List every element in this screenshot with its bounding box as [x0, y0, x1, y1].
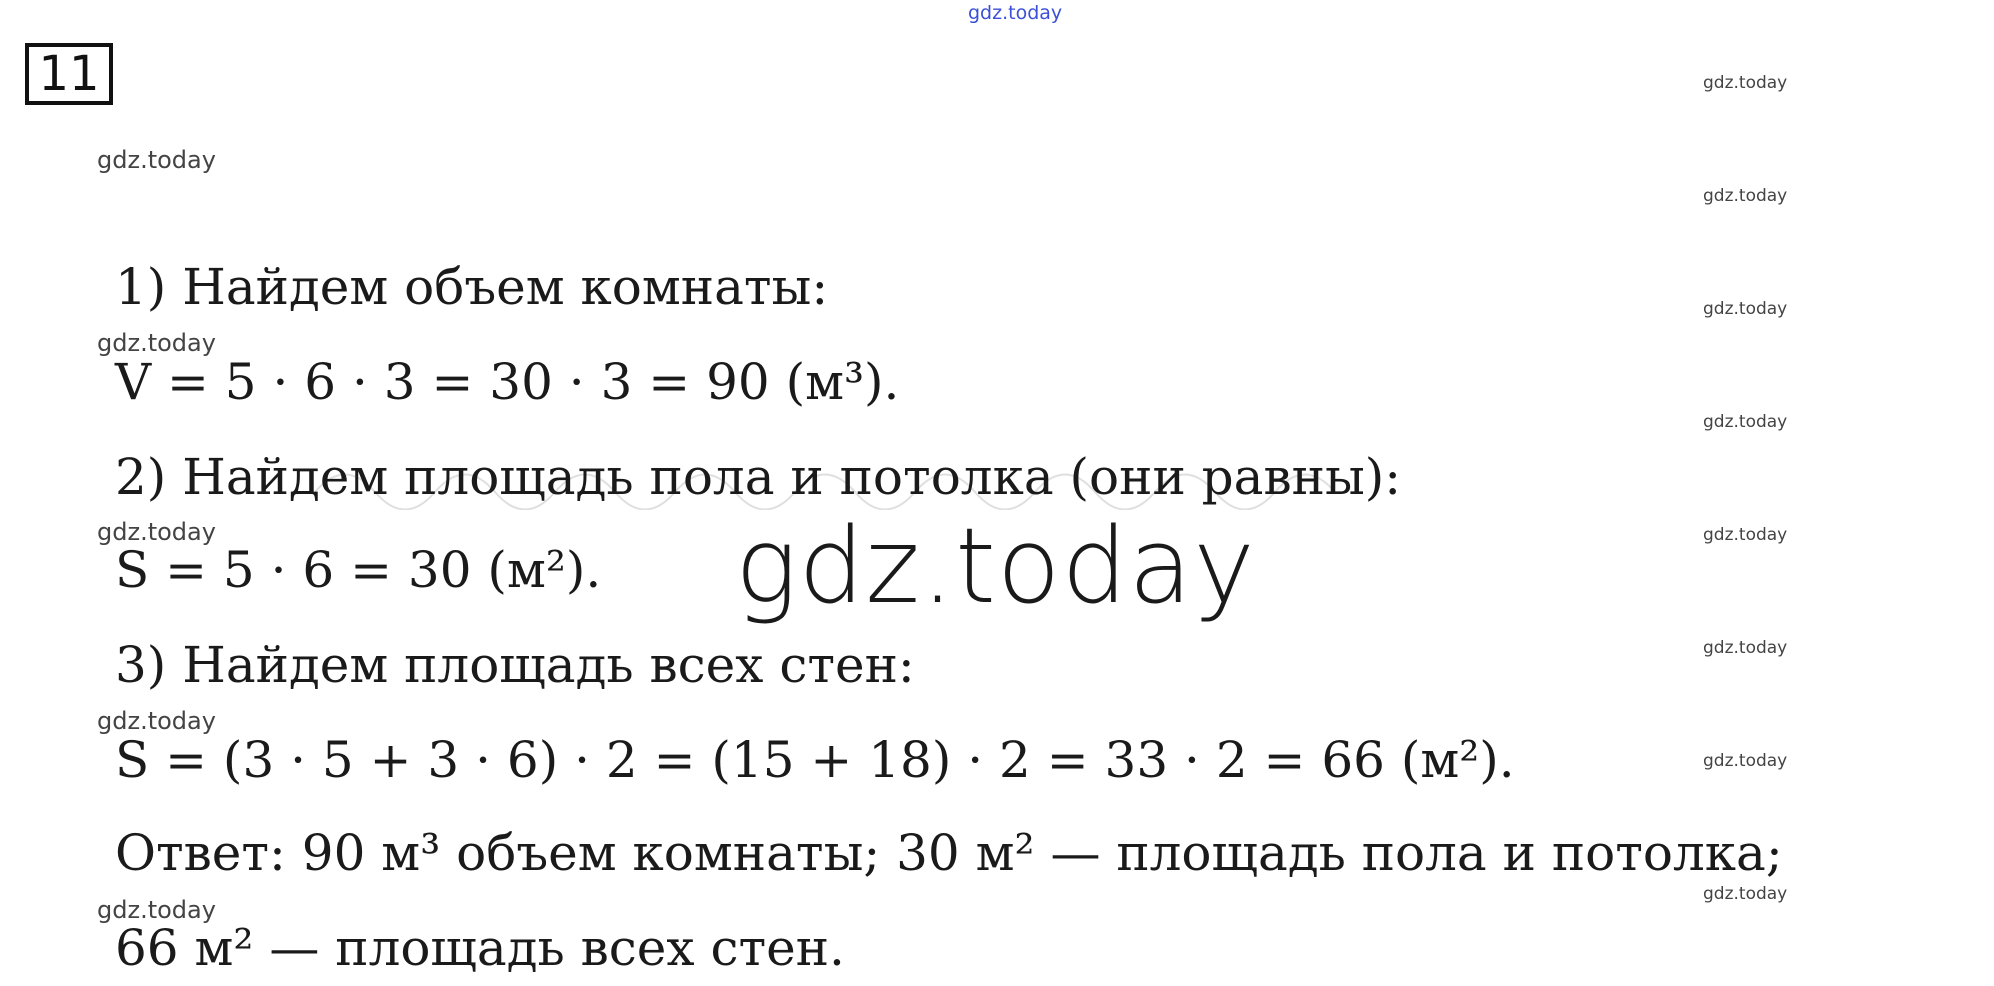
task-number-badge: 11 [25, 43, 113, 105]
equation-wall-area: S = (3 · 5 + 3 · 6) · 2 = (15 + 18) · 2 = 33 · 2 = 66 (м²). [115, 731, 1515, 789]
watermark-right: gdz.today [1703, 751, 1788, 771]
watermark-right: gdz.today [1703, 186, 1788, 206]
watermark-right: gdz.today [1703, 638, 1788, 658]
watermark-right: gdz.today [1703, 525, 1788, 545]
answer-line-2: 66 м² — площадь всех стен. [115, 919, 845, 977]
watermark-center: gdz.today [735, 505, 1256, 627]
equation-floor-area: S = 5 · 6 = 30 (м²). [115, 541, 602, 599]
step-2-text: 2) Найдем площадь пола и потолка (они равны): [115, 448, 1402, 506]
watermark-top: gdz.today [968, 2, 1063, 24]
watermark-right: gdz.today [1703, 299, 1788, 319]
step-3-text: 3) Найдем площадь всех стен: [115, 636, 915, 694]
watermark-right: gdz.today [1703, 884, 1788, 904]
answer-line-1: Ответ: 90 м³ объем комнаты; 30 м² — площадь пола и потолка; [115, 824, 1783, 882]
watermark-left: gdz.today [97, 329, 216, 357]
watermark-right: gdz.today [1703, 73, 1788, 93]
watermark-left: gdz.today [97, 518, 216, 546]
watermark-right: gdz.today [1703, 412, 1788, 432]
equation-volume: V = 5 · 6 · 3 = 30 · 3 = 90 (м³). [115, 353, 900, 411]
watermark-left: gdz.today [97, 896, 216, 924]
watermark-left: gdz.today [97, 146, 216, 174]
watermark-left: gdz.today [97, 707, 216, 735]
step-1-text: 1) Найдем объем комнаты: [115, 258, 829, 316]
